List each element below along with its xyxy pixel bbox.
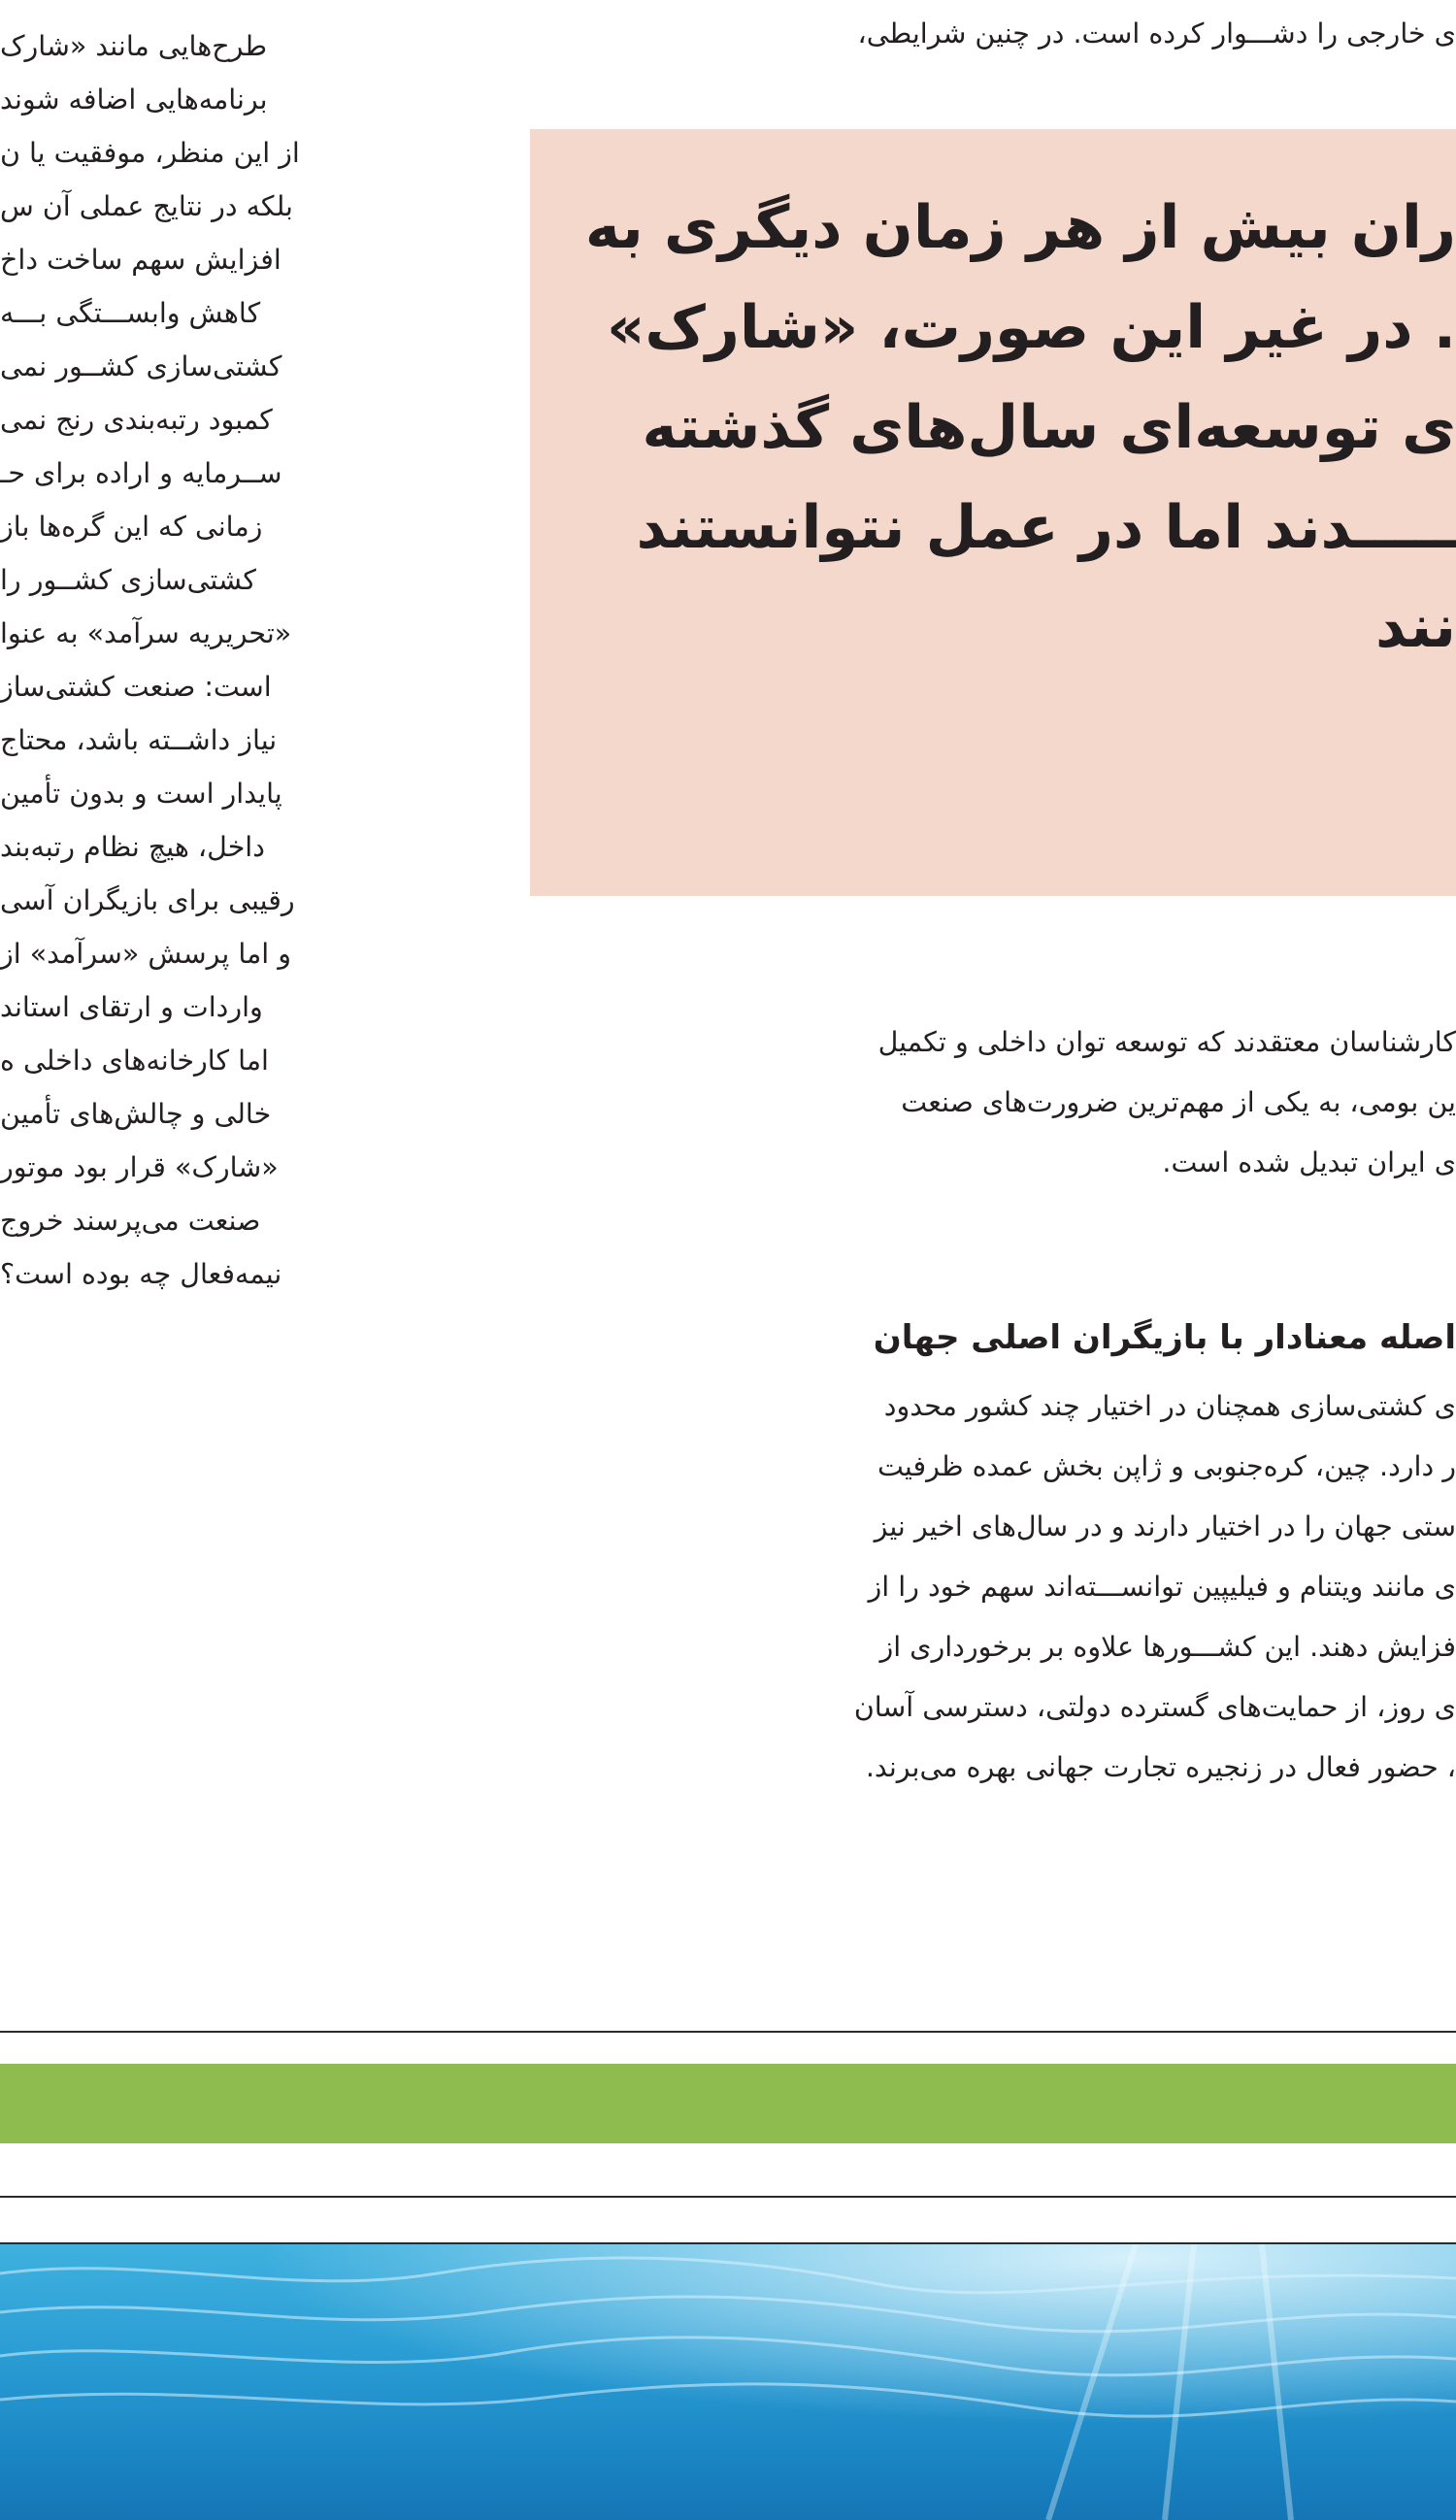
divider-rule	[0, 2196, 1456, 2198]
left-column-line: کشتی‌سازی کشــور نمی	[0, 350, 282, 382]
left-column-line: ســرمایه و اراده برای حـ	[0, 457, 282, 489]
left-column-line: است: صنعت کشتی‌ساز	[0, 671, 272, 703]
left-column-line: کشتی‌سازی کشــور را	[0, 564, 256, 596]
body-line: ر دارد. چین، کره‌جنوبی و ژاپن بخش عمده ظرفیت	[877, 1450, 1456, 1482]
left-column-line: داخل، هیچ نظام رتبه‌بند	[0, 831, 265, 863]
left-column-line: برنامه‌هایی اضافه شوند	[0, 83, 268, 116]
pullquote-line: . در غیر این صورت، «شارک»	[606, 293, 1456, 362]
left-column-line: کاهش وابســـتگی بـــه	[0, 297, 261, 329]
body-line: ، حضور فعال در زنجیره تجارت جهانی بهره می‌برند.	[865, 1751, 1456, 1783]
left-column-line: پایدار است و بدون تأمین	[0, 778, 282, 810]
section-heading: اصله معنادار با بازیگران اصلی جهان	[873, 1318, 1456, 1357]
green-band	[0, 2064, 1456, 2143]
intro-line: ی ایران تبدیل شده است.	[1162, 1146, 1456, 1178]
left-article-column	[0, 0, 485, 2031]
left-column-line: رقیبی برای بازیگران آسی	[0, 884, 295, 916]
left-column-line: نیمه‌فعال چه بوده است؟	[0, 1258, 282, 1290]
left-column-line: اما کارخانه‌های داخلی ه	[0, 1044, 269, 1077]
body-line: ی مانند ویتنام و فیلیپین توانســـته‌اند سهم خود را از	[868, 1571, 1456, 1603]
left-column-line: صنعت می‌پرسند خروج	[0, 1205, 261, 1237]
left-column-line: افزایش سهم ساخت داخ	[0, 244, 281, 276]
divider-rule	[0, 2031, 1456, 2033]
left-column-line: «تحریریه سرآمد» به عنوا	[0, 617, 292, 649]
pullquote-box	[530, 129, 1456, 896]
body-line: ی روز، از حمایت‌های گسترده دولتی، دسترسی آسان	[853, 1691, 1456, 1723]
left-column-line: نیاز داشــته باشد، محتاج	[0, 724, 278, 756]
intro-line: ین بومی، به یکی از مهم‌ترین ضرورت‌های صنعت	[901, 1086, 1456, 1118]
pullquote-line: نند	[1374, 592, 1456, 661]
pullquote-line: ی توسعه‌ای سال‌های گذشته	[642, 393, 1456, 462]
left-column-line: بلکه در نتایج عملی آن س	[0, 190, 293, 222]
left-column-line: کمبود رتبه‌بندی رنج نمی	[0, 404, 273, 436]
left-column-line: خالی و چالش‌های تأمین	[0, 1098, 272, 1130]
underwater-image	[0, 2244, 1456, 2520]
body-line: ی کشتی‌سازی همچنان در اختیار چند کشور محدود	[883, 1390, 1456, 1422]
body-line: ستی جهان را در اختیار دارند و در سال‌های اخیر نیز	[874, 1510, 1456, 1542]
left-column-line: طرح‌هایی مانند «شارک	[0, 30, 268, 62]
pullquote-line: ران بیش از هر زمان دیگری به	[584, 193, 1456, 262]
water-texture	[0, 2244, 1456, 2520]
left-column-line: و اما پرسش «سرآمد» از	[0, 938, 292, 970]
left-column-line: «شارک» قرار بود موتور	[0, 1151, 279, 1183]
intro-line: کارشناسان معتقدند که توسعه توان داخلی و تکمیل	[877, 1026, 1456, 1058]
left-column-line: زمانی که این گره‌ها باز	[0, 511, 263, 543]
left-column-line: واردات و ارتقای استاند	[0, 991, 263, 1023]
left-column-line: از این منظر، موفقیت یا ن	[0, 137, 300, 169]
right-article-column	[530, 0, 1456, 2031]
pullquote-line: ـــــدند اما در عمل نتوانستند	[636, 493, 1456, 562]
top-text-line: ی خارجی را دشـــوار کرده است. در چنین شرایطی،	[857, 17, 1456, 50]
body-line: فزایش دهند. این کشـــورها علاوه بر برخورداری از	[879, 1631, 1456, 1663]
